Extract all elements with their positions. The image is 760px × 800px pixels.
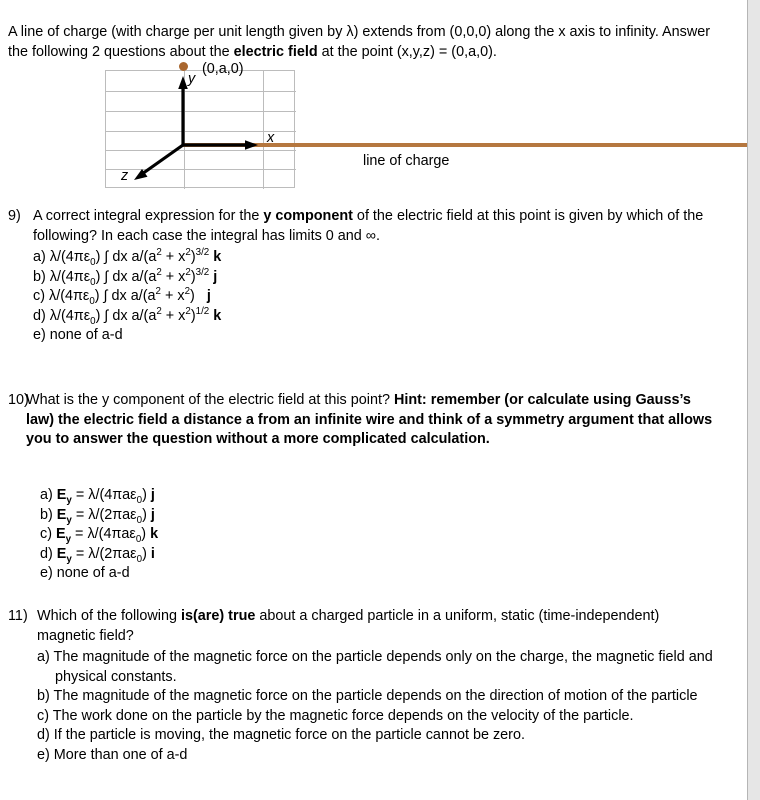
option-d-expr-close: ) bbox=[190, 307, 196, 324]
question-9-stem-pre: A correct integral expression for the bbox=[33, 208, 264, 224]
option-a-sub: 0 bbox=[90, 256, 96, 268]
option-b-sub: 0 bbox=[90, 276, 96, 288]
option-c-unit-vector: j bbox=[206, 288, 211, 304]
option-b-expr-close: ) bbox=[142, 506, 147, 523]
option-b-expr-plus: + x bbox=[161, 268, 186, 285]
option-e-letter: e) bbox=[40, 565, 53, 581]
option-c-expr-plus: + x bbox=[160, 288, 185, 304]
question-9-number: 9) bbox=[8, 208, 21, 224]
question-10-options bbox=[40, 486, 158, 584]
option-a-field-symbol: E bbox=[56, 487, 67, 503]
option-a-sup-b: 2 bbox=[185, 247, 191, 259]
question-11-stem-bold: is(are) true bbox=[180, 608, 256, 624]
option-b-expr: = λ/(2πaε bbox=[71, 506, 137, 523]
option-d-exponent: 1/2 bbox=[195, 305, 210, 317]
intro-text-part1: A line of charge (with charge per unit length given by λ) extends from (0,0,0) along the x axis to infinity. Answer the following 2 questions about the bbox=[8, 24, 711, 60]
option-a-sup-a: 2 bbox=[156, 247, 162, 259]
option-d-expr-plus: + x bbox=[161, 307, 186, 324]
option-b-unit-vector: j bbox=[213, 268, 218, 285]
option-c-expr: = λ/(4πaε bbox=[71, 526, 136, 542]
option-c-field-subscript: y bbox=[65, 533, 72, 545]
option-b-text: The magnitude of the magnetic force on the particle depends on the direction of motion of the particle bbox=[53, 688, 698, 704]
option-c-text: The work done on the particle by the magnetic force depends on the velocity of the particle. bbox=[52, 707, 634, 724]
option-b-sup-a: 2 bbox=[156, 266, 162, 278]
axis-label-z: z bbox=[121, 168, 129, 184]
option-e-text: More than one of a-d bbox=[53, 746, 188, 763]
option-c-expr-close: ) bbox=[190, 288, 195, 304]
option-a[interactable] bbox=[40, 486, 158, 506]
option-b-exponent: 3/2 bbox=[195, 266, 210, 278]
option-b-letter: b) bbox=[40, 506, 53, 523]
option-d-sup-b: 2 bbox=[185, 305, 191, 317]
option-d-unit-vector: i bbox=[150, 545, 155, 562]
option-a-unit-vector: k bbox=[213, 249, 222, 265]
field-point-label: (0,a,0) bbox=[202, 61, 244, 77]
question-11-options bbox=[37, 648, 727, 765]
option-d-sub: 0 bbox=[136, 553, 143, 565]
axis-label-y: y bbox=[188, 71, 196, 87]
intro-text-part2: at the point (x,y,z) = (0,a,0). bbox=[317, 44, 497, 60]
option-a-letter: a) bbox=[37, 649, 50, 665]
question-10-stem-bold: Hint: remember (or calculate using Gauss’s law) the electric field a distance a from an infinite wire and think of a symmetry argument that allows you to answer the question without a more complicated calculation. bbox=[26, 392, 713, 447]
option-d-field-subscript: y bbox=[66, 553, 72, 565]
option-a-exponent: 3/2 bbox=[195, 247, 210, 259]
option-e[interactable] bbox=[33, 326, 221, 346]
question-11-stem-pre: Which of the following bbox=[37, 608, 181, 624]
option-c-sup-b: 2 bbox=[184, 286, 191, 298]
option-c-letter: c) bbox=[37, 707, 49, 724]
option-a-letter: a) bbox=[40, 487, 53, 503]
option-d-letter: d) bbox=[37, 727, 50, 743]
option-a-sub: 0 bbox=[136, 494, 143, 506]
option-a[interactable] bbox=[37, 648, 727, 687]
option-c-expr-prefix: λ/(4πε bbox=[49, 288, 90, 304]
question-9-stem bbox=[33, 207, 733, 246]
option-d-expr-close: ) bbox=[142, 545, 147, 562]
option-b-field-symbol: E bbox=[56, 506, 67, 523]
question-11-stem bbox=[37, 607, 717, 646]
option-b-sub: 0 bbox=[136, 514, 143, 526]
option-a[interactable] bbox=[33, 248, 221, 268]
option-d-unit-vector: k bbox=[213, 307, 222, 324]
option-d-letter: d) bbox=[40, 545, 53, 562]
axis-label-x: x bbox=[267, 130, 275, 146]
option-d[interactable] bbox=[33, 307, 221, 327]
option-c-sub: 0 bbox=[89, 295, 95, 307]
option-d-letter: d) bbox=[33, 307, 46, 324]
option-b-sup-b: 2 bbox=[185, 266, 191, 278]
option-b-letter: b) bbox=[33, 268, 46, 285]
option-a-expr-close: ) bbox=[142, 487, 147, 503]
option-c[interactable] bbox=[33, 287, 221, 307]
option-b-expr-close: ) bbox=[190, 268, 196, 285]
option-c-letter: c) bbox=[40, 526, 52, 542]
option-c-expr-mid: ) ∫ dx a/(a bbox=[94, 288, 156, 304]
question-10-stem-pre: What is the y component of the electric field at this point? bbox=[26, 392, 394, 408]
option-e-letter: e) bbox=[33, 327, 46, 343]
option-c-unit-vector: k bbox=[150, 526, 159, 542]
option-a-expr-mid: ) ∫ dx a/(a bbox=[95, 249, 157, 265]
option-c-field-symbol: E bbox=[56, 526, 66, 542]
question-9-stem-bold: y component bbox=[263, 208, 353, 224]
option-d[interactable] bbox=[40, 545, 158, 565]
line-of-charge-label: line of charge bbox=[363, 153, 450, 169]
option-e-letter: e) bbox=[37, 746, 50, 763]
option-b-expr-prefix: λ/(4πε bbox=[49, 268, 91, 285]
question-10-stem bbox=[26, 391, 716, 450]
option-b-field-subscript: y bbox=[66, 514, 72, 526]
option-a-field-subscript: y bbox=[66, 494, 72, 506]
intro-paragraph bbox=[8, 22, 718, 62]
option-a-expr-plus: + x bbox=[161, 249, 186, 265]
question-11-number: 11) bbox=[8, 608, 28, 624]
question-10-number: 10) bbox=[8, 392, 29, 408]
option-d-sup-a: 2 bbox=[156, 305, 162, 317]
page-edge-strip[interactable] bbox=[747, 0, 760, 800]
option-d-field-symbol: E bbox=[56, 545, 67, 562]
option-c-sub: 0 bbox=[135, 533, 142, 545]
option-a-expr-prefix: λ/(4πε bbox=[49, 249, 91, 265]
axes-arrows bbox=[0, 58, 320, 198]
option-e[interactable] bbox=[37, 746, 727, 766]
option-e-text: none of a-d bbox=[56, 565, 130, 581]
option-d-sub: 0 bbox=[90, 315, 96, 327]
option-d[interactable] bbox=[37, 726, 727, 746]
option-c[interactable] bbox=[37, 707, 727, 727]
option-d-expr: = λ/(2πaε bbox=[71, 545, 137, 562]
option-a-expr-close: ) bbox=[190, 249, 196, 265]
option-c-letter: c) bbox=[33, 288, 45, 304]
option-e-text: none of a-d bbox=[49, 327, 123, 343]
option-b[interactable] bbox=[40, 506, 158, 526]
option-b[interactable] bbox=[33, 268, 221, 288]
option-a-unit-vector: j bbox=[150, 487, 155, 503]
option-a-letter: a) bbox=[33, 249, 46, 265]
option-a-text: The magnitude of the magnetic force on the particle depends only on the charge, the magnetic field and physical constants. bbox=[53, 649, 713, 685]
option-c[interactable] bbox=[40, 525, 158, 545]
intro-text-bold: electric field bbox=[233, 44, 318, 60]
option-c-sup-a: 2 bbox=[155, 286, 161, 298]
option-e[interactable] bbox=[40, 564, 158, 584]
option-c-expr-close: ) bbox=[141, 526, 147, 542]
coordinate-axes-figure bbox=[0, 58, 747, 198]
option-b-letter: b) bbox=[37, 688, 50, 704]
option-d-expr-prefix: λ/(4πε bbox=[49, 307, 91, 324]
option-b-unit-vector: j bbox=[150, 506, 155, 523]
option-b[interactable] bbox=[37, 687, 727, 707]
option-d-expr-mid: ) ∫ dx a/(a bbox=[95, 307, 157, 324]
option-b-expr-mid: ) ∫ dx a/(a bbox=[95, 268, 157, 285]
question-9-options bbox=[33, 248, 221, 346]
question-11-stem-post: about a charged particle in a uniform, static (time-independent) magnetic field? bbox=[37, 608, 660, 644]
option-a-expr: = λ/(4πaε bbox=[71, 487, 137, 503]
option-d-text: If the particle is moving, the magnetic force on the particle cannot be zero. bbox=[53, 727, 525, 743]
question-9-stem-post: of the electric field at this point is given by which of the following? In each case the integral has limits 0 and ∞. bbox=[33, 208, 704, 244]
